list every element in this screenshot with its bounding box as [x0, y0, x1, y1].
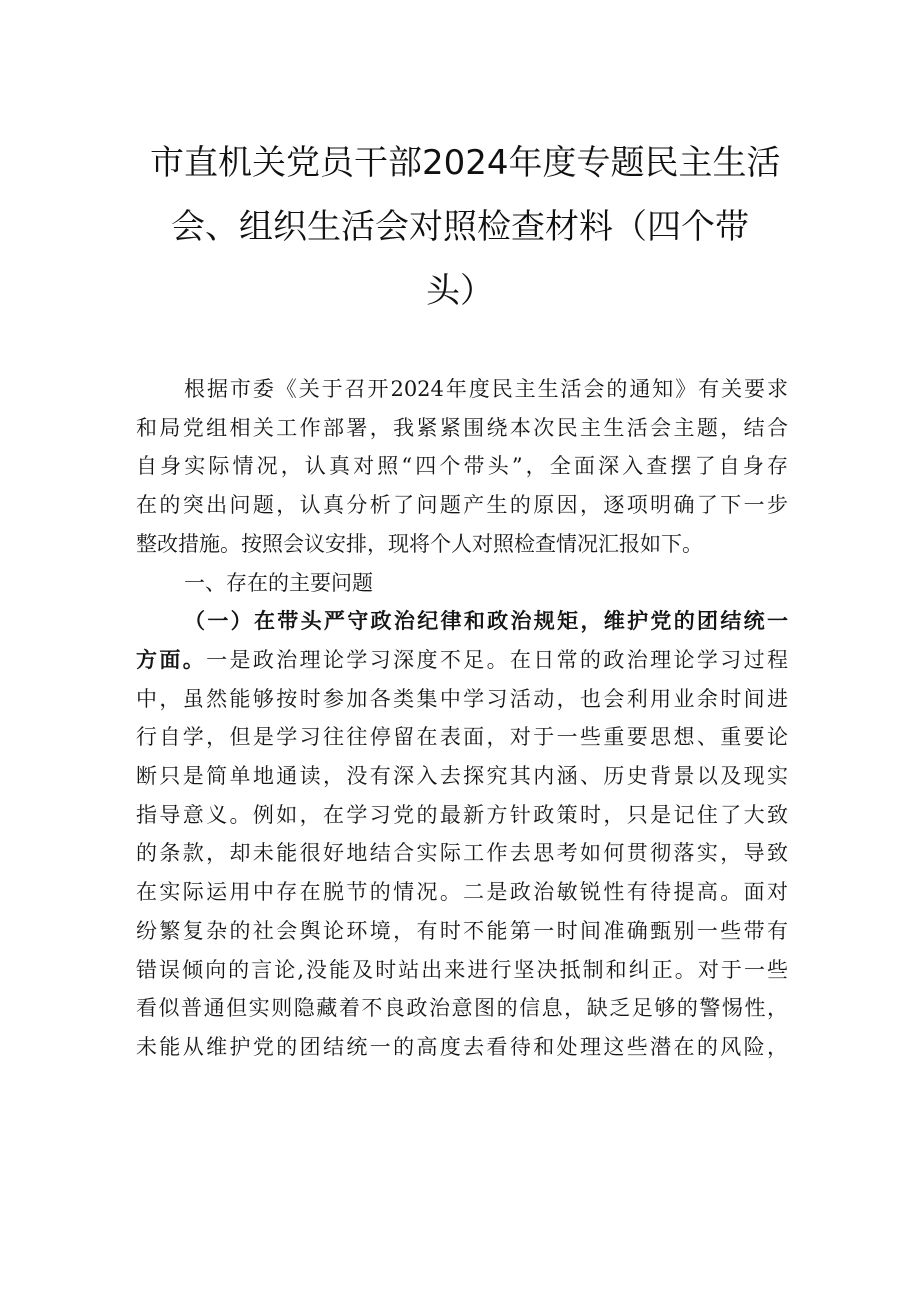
body-line: 行自学，但是学习往往停留在表面，对于一些重要思想、重要论 — [136, 725, 788, 750]
body-line: 看似普通但实则隐藏着不良政治意图的信息，缺乏足够的警惕性， — [136, 996, 788, 1021]
document-body — [136, 370, 788, 1067]
section-heading: 一、存在的主要问题 — [184, 570, 373, 595]
body-line: 的条款，却未能很好地结合实际工作去思考如何贯彻落实，导致 — [136, 841, 788, 866]
body-line-first: 一是政治理论学习深度不足。在日常的政治理论学习过程 — [206, 647, 789, 672]
body-line: 纷繁复杂的社会舆论环境，有时不能第一时间准确甄别一些带有 — [136, 918, 788, 943]
document-title — [150, 131, 781, 323]
intro-line-5: 整改措施。按照会议安排，现将个人对照检查情况汇报如下。 — [136, 531, 703, 556]
intro-line-1: 根据市委《关于召开2024年度民主生活会的通知》有关要求 — [184, 377, 788, 401]
body-line: 指导意义。例如，在学习党的最新方针政策时，只是记住了大致 — [136, 802, 788, 827]
title-line-2: 会、组织生活会对照检查材料（四个带 — [171, 207, 749, 247]
title-line-1: 市直机关党员干部2024年度专题民主生活 — [150, 143, 781, 183]
subsection-heading-end: 方面。 — [136, 646, 207, 672]
body-line: 未能从维护党的团结统一的高度去看待和处理这些潜在的风险， — [136, 1034, 788, 1059]
intro-line-3: 自身实际情况，认真对照“四个带头”，全面深入查摆了自身存 — [136, 454, 788, 479]
body-line: 中，虽然能够按时参加各类集中学习活动，也会利用业余时间进 — [136, 686, 788, 711]
intro-line-4: 在的突出问题，认真分析了问题产生的原因，逐项明确了下一步 — [136, 493, 788, 518]
body-line: 在实际运用中存在脱节的情况。二是政治敏锐性有待提高。面对 — [136, 880, 788, 905]
intro-line-2: 和局党组相关工作部署，我紧紧围绕本次民主生活会主题，结合 — [136, 415, 788, 440]
body-line-continuation — [136, 641, 788, 680]
body-line: 断只是简单地通读，没有深入去探究其内涵、历史背景以及现实 — [136, 764, 788, 789]
title-line-3: 头） — [426, 271, 494, 311]
body-line: 错误倾向的言论,没能及时站出来进行坚决抵制和纠正。对于一些 — [136, 957, 788, 982]
subsection-heading: （一）在带头严守政治纪律和政治规矩，维护党的团结统一 — [184, 608, 788, 634]
